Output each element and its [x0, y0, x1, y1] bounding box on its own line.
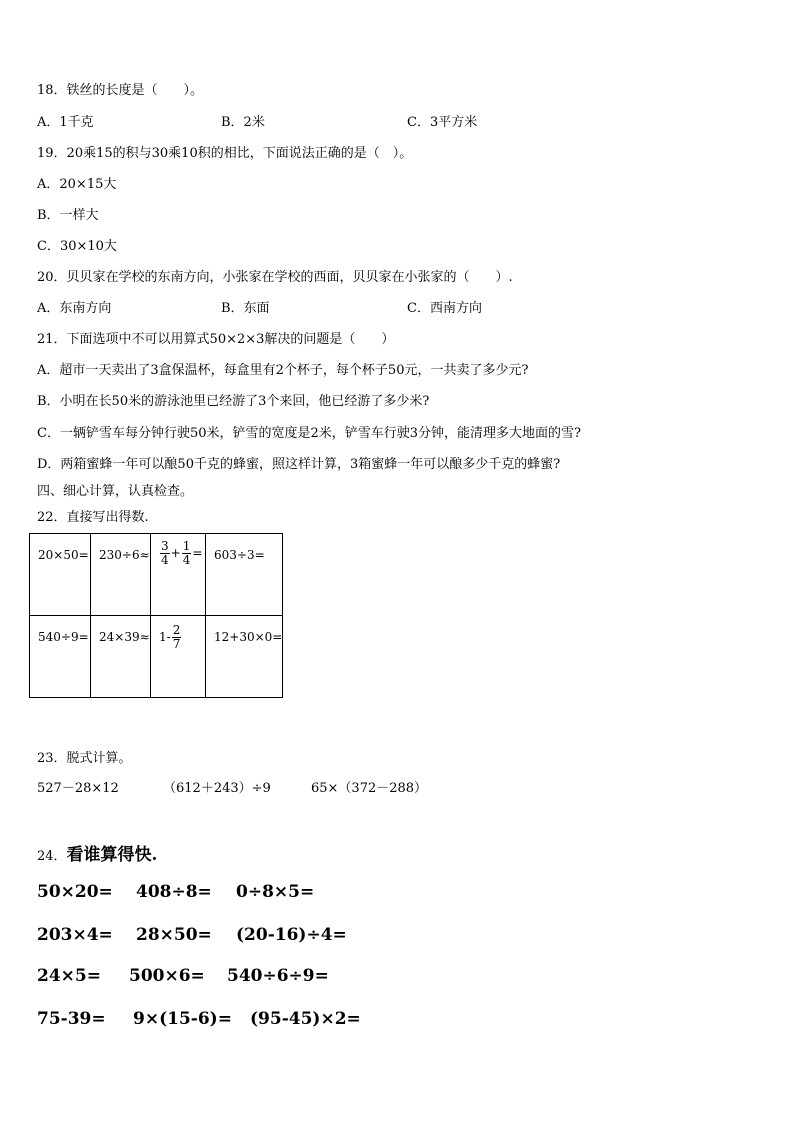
q24-expr: 28×50= — [136, 925, 212, 945]
fraction-numerator: 3 — [161, 539, 169, 553]
calc-cell: 20×50= — [30, 534, 91, 616]
q24-expr: 0÷8×5= — [236, 882, 315, 902]
q21-option-b: B．小明在长50米的游泳池里已经游了3个来回，他已经游了多少米? — [37, 394, 430, 409]
q19-option-c: C．30×10大 — [37, 239, 117, 254]
q24-expr: 50×20= — [37, 882, 113, 902]
q21-option-c: C．一辆铲雪车每分钟行驶50米，铲雪的宽度是2米，铲雪车行驶3分钟，能清理多大地面的雪? — [37, 426, 582, 441]
fraction-denominator: 7 — [172, 637, 181, 651]
q18-option-a: A．1千克 — [37, 115, 94, 130]
q21-stem: 21．下面选项中不可以用算式50×2×3解决的问题是（ ） — [37, 332, 395, 347]
q24-expr: 500×6= — [129, 966, 205, 986]
fraction-denominator: 4 — [182, 553, 191, 567]
q24-number: 24． — [37, 849, 67, 864]
q18-option-b: B．2米 — [221, 115, 265, 130]
fraction-numerator: 2 — [172, 623, 181, 637]
q24-expr: 203×4= — [37, 925, 113, 945]
q24-expr: (95-45)×2= — [250, 1009, 361, 1029]
table-row — [30, 534, 283, 616]
q21-option-a: A．超市一天卖出了3盒保温杯，每盒里有2个杯子，每个杯子50元，一共卖了多少元? — [37, 363, 529, 378]
plus-sign: + — [170, 546, 181, 560]
q20-stem: 20．贝贝家在学校的东南方向，小张家在学校的西面，贝贝家在小张家的（ ）. — [37, 270, 513, 285]
fraction-denominator: 4 — [161, 553, 169, 567]
calc-cell: 540÷9= — [30, 616, 91, 698]
q22-calc-table — [29, 533, 283, 698]
q18-option-c: C．3平方米 — [407, 115, 478, 130]
q24-expr: 408÷8= — [136, 882, 212, 902]
fraction — [182, 540, 192, 567]
q23-item-2: （612＋243）÷9 — [163, 781, 271, 796]
table-row — [30, 616, 283, 698]
q18-stem: 18．铁丝的长度是（ ）。 — [37, 83, 204, 98]
q19-option-b: B．一样大 — [37, 208, 99, 223]
q24-expr: (20-16)÷4= — [236, 925, 347, 945]
q24-expr: 540÷6÷9= — [227, 966, 329, 986]
section-heading: 四、细心计算，认真检查。 — [37, 484, 194, 499]
q23-stem: 23．脱式计算。 — [37, 751, 132, 766]
q20-option-a: A．东南方向 — [37, 301, 112, 316]
calc-cell: 24×39≈ — [91, 616, 151, 698]
q24-title: 看谁算得快. — [66, 845, 158, 865]
q23-item-1: 527－28×12 — [37, 781, 119, 796]
fraction-numerator: 1 — [182, 539, 191, 553]
calc-cell-fraction — [151, 534, 206, 616]
minuend: 1- — [159, 630, 171, 644]
calc-cell: 603÷3= — [206, 534, 283, 616]
q24-expr: 24×5= — [37, 966, 101, 986]
q21-option-d: D．两箱蜜蜂一年可以酿50千克的蜂蜜，照这样计算，3箱蜜蜂一年可以酿多少千克的蜂蜜? — [37, 457, 561, 472]
q24-heading — [37, 840, 157, 865]
calc-cell: 230÷6≈ — [91, 534, 151, 616]
q19-stem: 19．20乘15的积与30乘10积的相比，下面说法正确的是（ ）。 — [37, 146, 413, 161]
q24-expr: 9×(15-6)= — [133, 1009, 232, 1029]
q20-option-b: B．东面 — [221, 301, 270, 316]
q22-stem: 22．直接写出得数. — [37, 510, 149, 525]
fraction — [160, 540, 170, 567]
fraction — [172, 624, 182, 651]
q20-option-c: C．西南方向 — [407, 301, 482, 316]
equals-sign: = — [192, 546, 203, 560]
calc-cell: 12+30×0= — [206, 616, 283, 698]
calc-cell-fraction — [151, 616, 206, 698]
q23-item-3: 65×（372－288） — [311, 781, 428, 796]
q24-expr: 75-39= — [37, 1009, 106, 1029]
q19-option-a: A．20×15大 — [37, 177, 117, 192]
